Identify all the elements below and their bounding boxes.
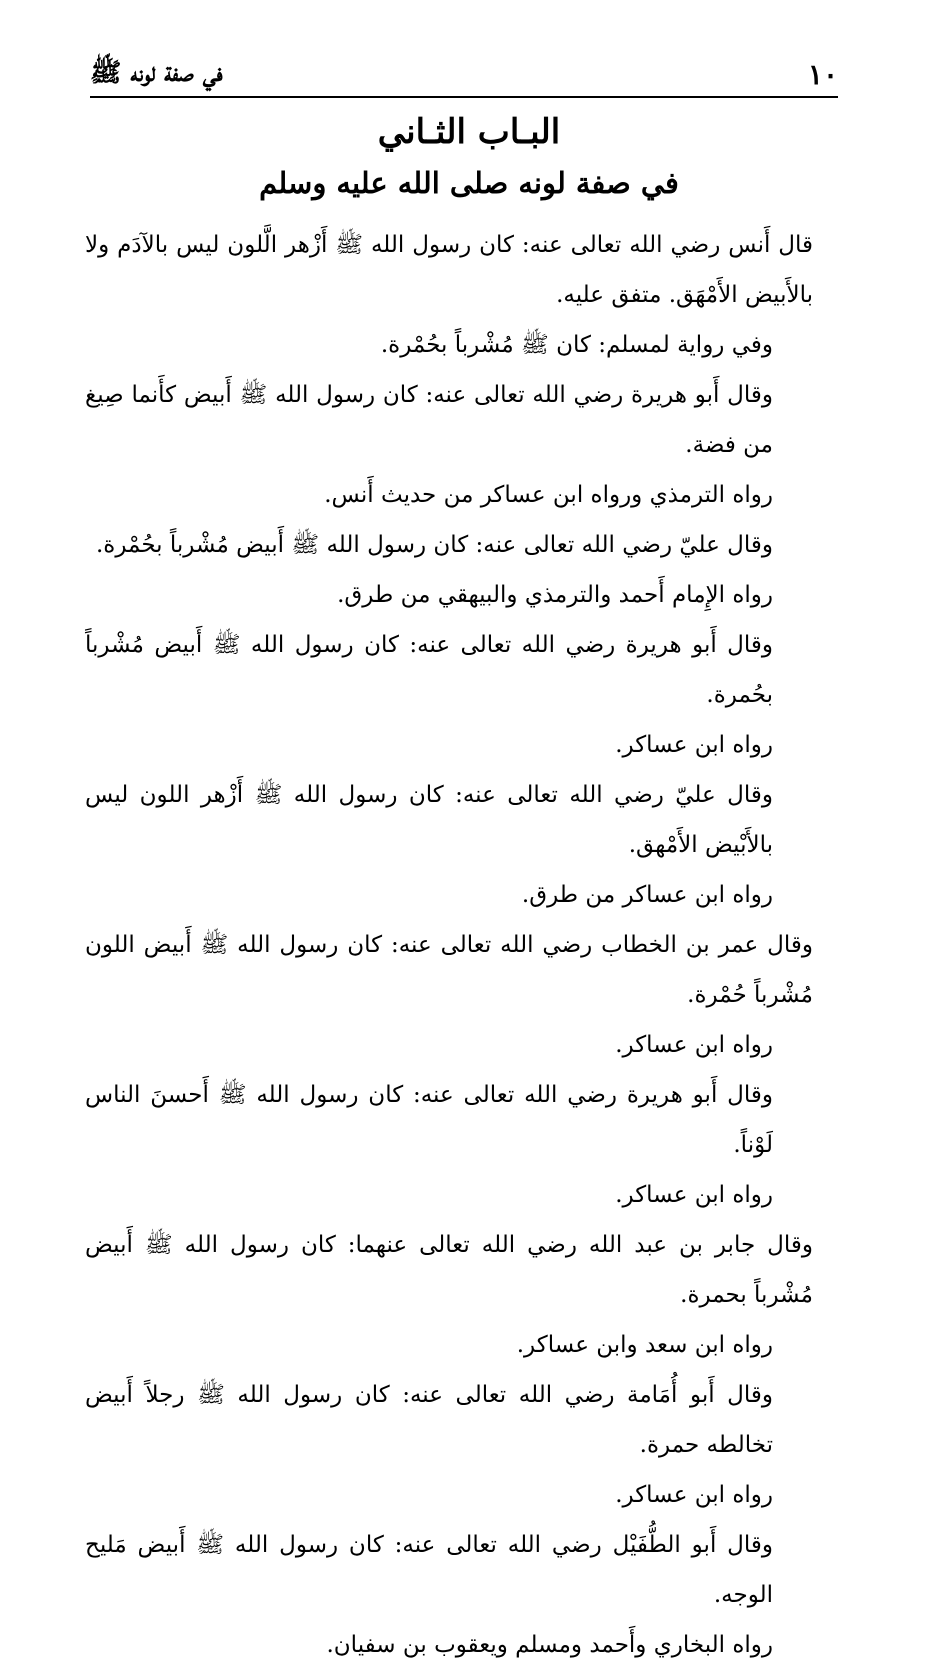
paragraph: وقال أَبو هريرة رضي الله تعالى عنه: كان رسول الله ﷺ أَبيض مُشْرباً بحُمرة. [85,632,773,708]
paragraph: رواه ابن عساكر من طرق. [521,882,773,908]
running-title: في صفة لونه ﷺ [90,58,223,88]
page-number: ١٠ [807,58,838,91]
paragraph: رواه ابن عساكر. [615,1182,773,1208]
paragraph: رواه الترمذي ورواه ابن عساكر من حديث أَنس. [324,482,773,508]
paragraph: وقال جابر بن عبد الله رضي الله تعالى عنهما: كان رسول الله ﷺ أَبيض مُشْرباً بحمرة. [85,1232,813,1308]
body-text [85,220,813,1670]
paragraph: رواه الإِمام أَحمد والترمذي والبيهقي من طرق. [337,582,773,608]
paragraph: وقال أَبو هريرة رضي الله تعالى عنه: كان رسول الله ﷺ أَبيض كأَنما صِيغ من فضة. [85,382,773,458]
paragraph: رواه ابن عساكر. [615,1032,773,1058]
paragraph: رواه البخاري وأَحمد ومسلم ويعقوب بن سفيان. [326,1632,773,1658]
running-header [90,52,838,98]
paragraph: رواه ابن عساكر. [615,732,773,758]
paragraph: وفي رواية لمسلم: كان ﷺ مُشْرباً بحُمْرة. [380,332,773,358]
paragraph: رواه ابن سعد وابن عساكر. [516,1332,773,1358]
chapter-title: البـاب الثـاني [377,112,561,152]
paragraph: وقال أَبو الطُّفَيْل رضي الله تعالى عنه: كان رسول الله ﷺ أَبيض مَليح الوجه. [85,1532,773,1608]
paragraph: وقال عليّ رضي الله تعالى عنه: كان رسول الله ﷺ أَبيض مُشْرباً بحُمْرة. [95,532,773,558]
chapter-subtitle: في صفة لونه صلى الله عليه وسلم [259,166,679,200]
paragraph: قال أَنس رضي الله تعالى عنه: كان رسول الله ﷺ أَزْهر الَّلون ليس بالآدَم ولا بالأَبيض الأَمْهَق. متفق عليه. [85,232,813,308]
paragraph: وقال أَبو أُمَامة رضي الله تعالى عنه: كان رسول الله ﷺ رجلاً أَبيض تخالطه حمرة. [85,1382,773,1458]
paragraph: وقال عليّ رضي الله تعالى عنه: كان رسول الله ﷺ أَزْهر اللون ليس بالأَبْيض الأَمْهق. [85,782,773,858]
paragraph: وقال عمر بن الخطاب رضي الله تعالى عنه: كان رسول الله ﷺ أَبيض اللون مُشْرباً حُمْرة. [85,932,813,1008]
paragraph: وقال أَبو هريرة رضي الله تعالى عنه: كان رسول الله ﷺ أَحسنَ الناس لَوْناً. [85,1082,773,1158]
paragraph: رواه ابن عساكر. [615,1482,773,1508]
